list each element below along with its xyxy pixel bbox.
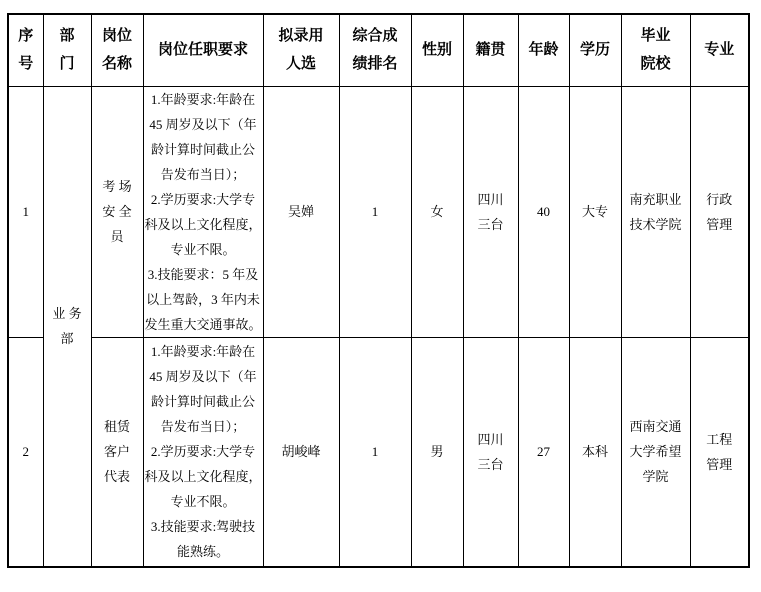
cell-gender: 男 bbox=[411, 337, 463, 567]
header-graduation-school: 毕业 院校 bbox=[621, 14, 690, 86]
header-overall-score-rank: 综合成 绩排名 bbox=[339, 14, 411, 86]
cell-serial-number: 2 bbox=[8, 337, 43, 567]
cell-overall-score-rank: 1 bbox=[339, 86, 411, 337]
cell-serial-number: 1 bbox=[8, 86, 43, 337]
cell-position-name: 考 场 安 全 员 bbox=[91, 86, 143, 337]
recruitment-result-table bbox=[7, 13, 750, 568]
header-position-requirements: 岗位任职要求 bbox=[143, 14, 263, 86]
cell-position-requirements: 1.年龄要求:年龄在 45 周岁及以下（年 龄计算时间截止公 告发布当日）； 2.学历要求:大学专 科及以上文化程度， 专业不限。 3.技能要求:驾驶技 能熟练。 bbox=[143, 337, 263, 567]
header-age: 年龄 bbox=[518, 14, 569, 86]
cell-hometown: 四川 三台 bbox=[463, 337, 518, 567]
cell-gender: 女 bbox=[411, 86, 463, 337]
cell-proposed-candidate: 胡峻峰 bbox=[263, 337, 339, 567]
header-hometown: 籍贯 bbox=[463, 14, 518, 86]
header-gender: 性别 bbox=[411, 14, 463, 86]
cell-major: 工程 管理 bbox=[690, 337, 749, 567]
table-row bbox=[8, 86, 749, 337]
cell-education: 本科 bbox=[569, 337, 621, 567]
header-department: 部 门 bbox=[43, 14, 91, 86]
cell-position-name: 租赁 客户 代表 bbox=[91, 337, 143, 567]
cell-overall-score-rank: 1 bbox=[339, 337, 411, 567]
cell-hometown: 四川 三台 bbox=[463, 86, 518, 337]
cell-proposed-candidate: 吴婵 bbox=[263, 86, 339, 337]
header-education: 学历 bbox=[569, 14, 621, 86]
cell-age: 40 bbox=[518, 86, 569, 337]
cell-education: 大专 bbox=[569, 86, 621, 337]
table-row bbox=[8, 337, 749, 567]
cell-graduation-school: 西南交通 大学希望 学院 bbox=[621, 337, 690, 567]
cell-major: 行政 管理 bbox=[690, 86, 749, 337]
cell-graduation-school: 南充职业 技术学院 bbox=[621, 86, 690, 337]
cell-age: 27 bbox=[518, 337, 569, 567]
cell-department-merged: 业 务 部 bbox=[43, 86, 91, 567]
header-major: 专业 bbox=[690, 14, 749, 86]
header-serial-number: 序 号 bbox=[8, 14, 43, 86]
header-proposed-candidate: 拟录用 人选 bbox=[263, 14, 339, 86]
cell-position-requirements: 1.年龄要求:年龄在 45 周岁及以下（年 龄计算时间截止公 告发布当日）； 2.学历要求:大学专 科及以上文化程度， 专业不限。 3.技能要求：5 年及 以上驾龄，3 年内未 发生重大交通事故。 bbox=[143, 86, 263, 337]
header-position-name: 岗位 名称 bbox=[91, 14, 143, 86]
table-header-row bbox=[8, 14, 749, 86]
